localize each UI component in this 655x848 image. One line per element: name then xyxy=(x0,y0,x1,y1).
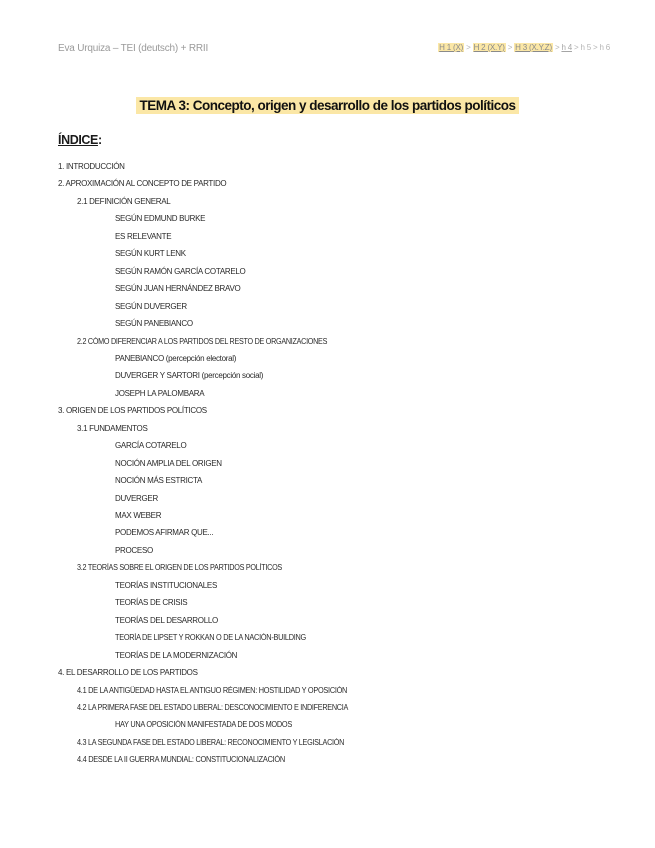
toc-entry-level-3: ES RELEVANTE xyxy=(115,231,172,241)
nav-separator: > xyxy=(554,43,560,52)
heading-level-label: H 2 (X.Y) xyxy=(473,43,505,52)
toc-entry-level-1: 2. APROXIMACIÓN AL CONCEPTO DE PARTIDO xyxy=(58,179,227,189)
toc-entry-level-3: SEGÚN PANEBIANCO xyxy=(115,319,193,329)
heading-level-label: H 3 (X.Y.Z) xyxy=(515,43,552,52)
toc-entry-level-1: 1. INTRODUCCIÓN xyxy=(58,162,125,171)
toc-entry-level-3: HAY UNA OPOSICIÓN MANIFESTADA DE DOS MODOS xyxy=(115,720,292,730)
index-heading-label: ÍNDICE xyxy=(58,133,98,147)
toc-entry-level-3: TEORÍAS DEL DESARROLLO xyxy=(115,615,218,625)
header-author: Eva Urquiza – TEI (deutsch) + RRII xyxy=(58,43,209,54)
toc-entry-level-3: PODEMOS AFIRMAR QUE... xyxy=(115,528,214,538)
toc-entry-level-3: DUVERGER xyxy=(115,493,158,503)
nav-separator: > xyxy=(573,43,579,52)
toc-entry-level-3: SEGÚN KURT LENK xyxy=(115,249,186,259)
index-heading xyxy=(58,133,102,147)
toc-entry-level-2: 3.2 TEORÍAS SOBRE EL ORIGEN DE LOS PARTIDOS POLÍTICOS xyxy=(77,563,282,573)
heading-level-legend xyxy=(438,43,610,52)
heading-level-label: H 1 (X) xyxy=(439,43,464,52)
toc-entry-level-3: SEGÚN EDMUND BURKE xyxy=(115,214,206,224)
toc-entry-level-3: TEORÍAS DE CRISIS xyxy=(115,598,188,608)
toc-entry-level-3: TEORÍAS INSTITUCIONALES xyxy=(115,580,218,590)
heading-level-label: h 5 xyxy=(580,43,591,52)
toc-entry-level-1: 3. ORIGEN DE LOS PARTIDOS POLÍTICOS xyxy=(58,406,207,416)
heading-level-label: h 4 xyxy=(561,43,572,52)
toc-entry-level-3: NOCIÓN AMPLIA DEL ORIGEN xyxy=(115,458,222,468)
toc-entry-level-2: 2.2 CÓMO DIFERENCIAR A LOS PARTIDOS DEL RESTO DE ORGANIZACIONES xyxy=(77,336,328,346)
toc-entry-level-2: 4.3 LA SEGUNDA FASE DEL ESTADO LIBERAL: RECONOCIMIENTO Y LEGISLACIÓN xyxy=(77,737,345,747)
toc-entry-level-3: TEORÍAS DE LA MODERNIZACIÓN xyxy=(115,650,238,660)
index-heading-colon: : xyxy=(97,133,102,147)
title-container xyxy=(0,97,655,115)
toc-entry-level-3: PROCESO xyxy=(115,545,153,555)
toc-entry-level-3: SEGÚN JUAN HERNÁNDEZ BRAVO xyxy=(115,284,241,294)
toc-entry-level-3: SEGÚN DUVERGER xyxy=(115,301,187,311)
toc-entry-level-3: NOCIÓN MÁS ESTRICTA xyxy=(115,476,203,486)
nav-separator: > xyxy=(466,43,471,52)
toc-entry-level-3: GARCÍA COTARELO xyxy=(115,441,187,451)
nav-separator: > xyxy=(507,43,513,52)
toc-entry-level-2: 2.1 DEFINICIÓN GENERAL xyxy=(77,196,171,206)
toc-entry-level-3: DUVERGER Y SARTORI (percepción social) xyxy=(115,371,264,381)
toc-entry-level-2: 4.2 LA PRIMERA FASE DEL ESTADO LIBERAL: DESCONOCIMIENTO E INDIFERENCIA xyxy=(77,702,349,712)
nav-separator: > xyxy=(592,43,598,52)
toc-entry-level-3: PANEBIANCO (percepción electoral) xyxy=(115,353,237,363)
toc-entry-level-3: JOSEPH LA PALOMBARA xyxy=(115,388,205,398)
toc-entry-level-2: 3.1 FUNDAMENTOS xyxy=(77,423,148,433)
toc-entry-level-3: TEORÍA DE LIPSET Y ROKKAN O DE LA NACIÓN-BUILDING xyxy=(115,633,306,643)
toc-entry-level-1: 4. EL DESARROLLO DE LOS PARTIDOS xyxy=(58,668,198,678)
toc-entry-level-2: 4.1 DE LA ANTIGÜEDAD HASTA EL ANTIGUO RÉGIMEN: HOSTILIDAD Y OPOSICIÓN xyxy=(77,685,348,695)
toc-entry-level-3: MAX WEBER xyxy=(115,511,162,520)
toc-entry-level-3: SEGÚN RAMÓN GARCÍA COTARELO xyxy=(115,266,246,276)
page-title: TEMA 3: Concepto, origen y desarrollo de los partidos políticos xyxy=(136,97,518,114)
toc-entry-level-2: 4.4 DESDE LA II GUERRA MUNDIAL: CONSTITUCIONALIZACIÓN xyxy=(77,755,285,765)
heading-level-label: h 6 xyxy=(599,43,610,52)
